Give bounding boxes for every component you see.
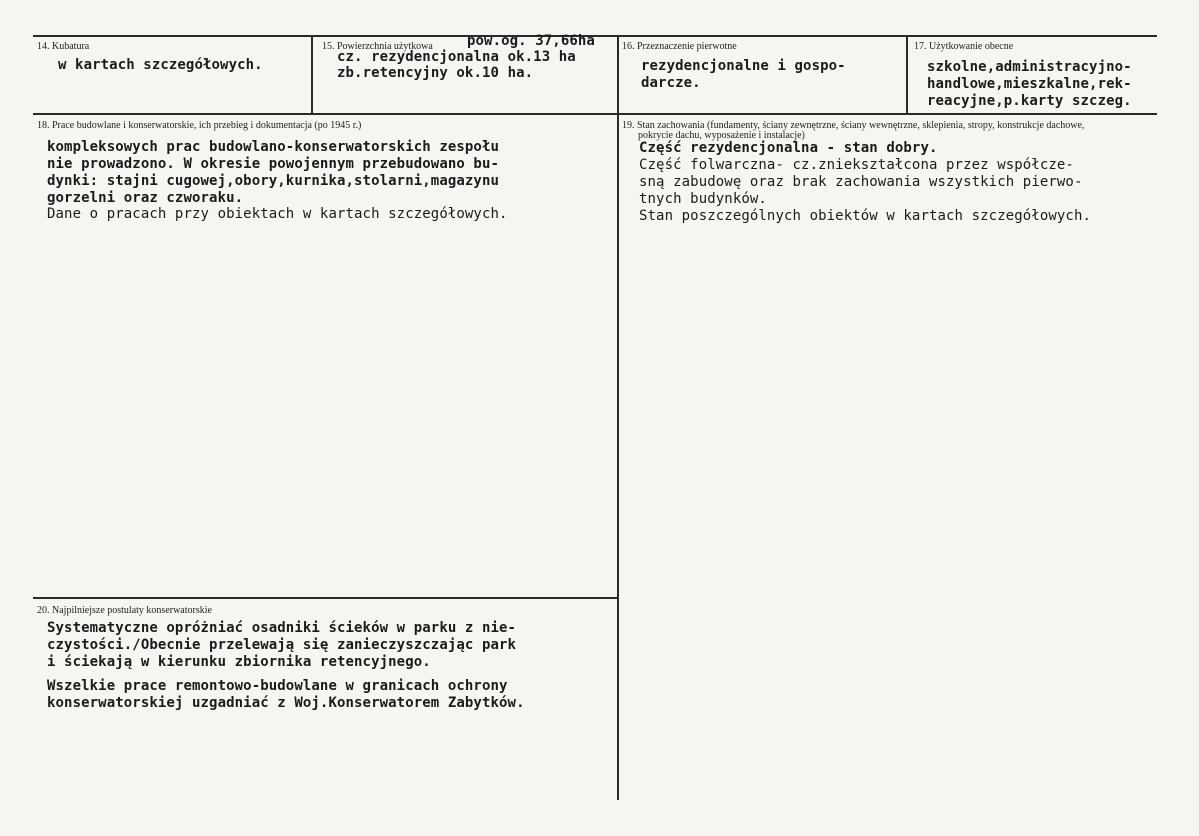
field-17-line-1: szkolne,administracyjno- <box>927 59 1132 75</box>
top-rule <box>33 35 1157 37</box>
field-19-line-5: Stan poszczególnych obiektów w kartach szczegółowych. <box>639 208 1092 224</box>
field-18-line-4: gorzelni oraz czworaku. <box>47 190 244 206</box>
field-15-line-2: cz. rezydencjonalna ok.13 ha <box>337 49 576 65</box>
field-14-value: w kartach szczegółowych. <box>58 57 263 73</box>
field-18-label: 18. Prace budowlane i konserwatorskie, ich przebieg i dokumentacja (po 1945 r.) <box>37 120 362 131</box>
field-18-line-2: nie prowadzono. W okresie powojennym przebudowano bu- <box>47 156 500 172</box>
field-16-line-1: rezydencjonalne i gospo- <box>641 58 846 74</box>
field-19-label-line-2: pokrycie dachu, wyposażenie i instalacje) <box>638 130 805 141</box>
field-16-line-2: darcze. <box>641 75 701 91</box>
field-15-line-1: pow.og. 37,66ha <box>467 33 595 49</box>
field-20-label: 20. Najpilniejsze postulaty konserwatorskie <box>37 605 212 616</box>
field-19-line-4: tnych budynków. <box>639 191 767 207</box>
field-19-line-2: Część folwarczna- cz.zniekształcona przez współcze- <box>639 157 1074 173</box>
field-20-line-3: i ściekają w kierunku zbiornika retencyjnego. <box>47 654 431 670</box>
field-17-label: 17. Użytkowanie obecne <box>914 41 1014 52</box>
field-20-line-1: Systematyczne opróżniać osadniki ścieków w parku z nie- <box>47 620 517 636</box>
row1-bottom-rule <box>33 113 1157 115</box>
field-18-line-3: dynki: stajni cugowej,obory,kurnika,stolarni,magazynu <box>47 173 500 189</box>
field-17-line-3: reacyjne,p.karty szczeg. <box>927 93 1132 109</box>
field-14-label: 14. Kubatura <box>37 41 90 52</box>
field-19-label-line-1: 19. Stan zachowania (fundamenty, ściany zewnętrzne, ściany wewnętrzne, sklepienia, stropy, konstrukcje dachowe, <box>622 120 1085 131</box>
divider-16-17 <box>906 35 908 115</box>
field-18-line-1: kompleksowych prac budowlano-konserwatorskich zespołu <box>47 139 500 155</box>
field-20-line-4: Wszelkie prace remontowo-budowlane w granicach ochrony <box>47 678 508 694</box>
field-15-line-3: zb.retencyjny ok.10 ha. <box>337 65 534 81</box>
field-19-line-1: Część rezydencjonalna - stan dobry. <box>639 140 938 156</box>
row2-bottom-rule <box>33 597 619 599</box>
field-20-line-2: czystości./Obecnie przelewają się zanieczyszczając park <box>47 637 517 653</box>
field-20-line-5: konserwatorskiej uzgadniać z Woj.Konserwatorem Zabytków. <box>47 695 525 711</box>
divider-14-15 <box>311 35 313 115</box>
field-18-line-5: Dane o pracach przy obiektach w kartach szczegółowych. <box>47 206 508 222</box>
field-16-label: 16. Przeznaczenie pierwotne <box>622 41 737 52</box>
field-15-label: 15. Powierzchnia użytkowa <box>322 41 433 52</box>
field-19-line-3: sną zabudowę oraz brak zachowania wszystkich pierwo- <box>639 174 1083 190</box>
field-17-line-2: handlowe,mieszkalne,rek- <box>927 76 1132 92</box>
divider-15-16 <box>617 35 619 800</box>
